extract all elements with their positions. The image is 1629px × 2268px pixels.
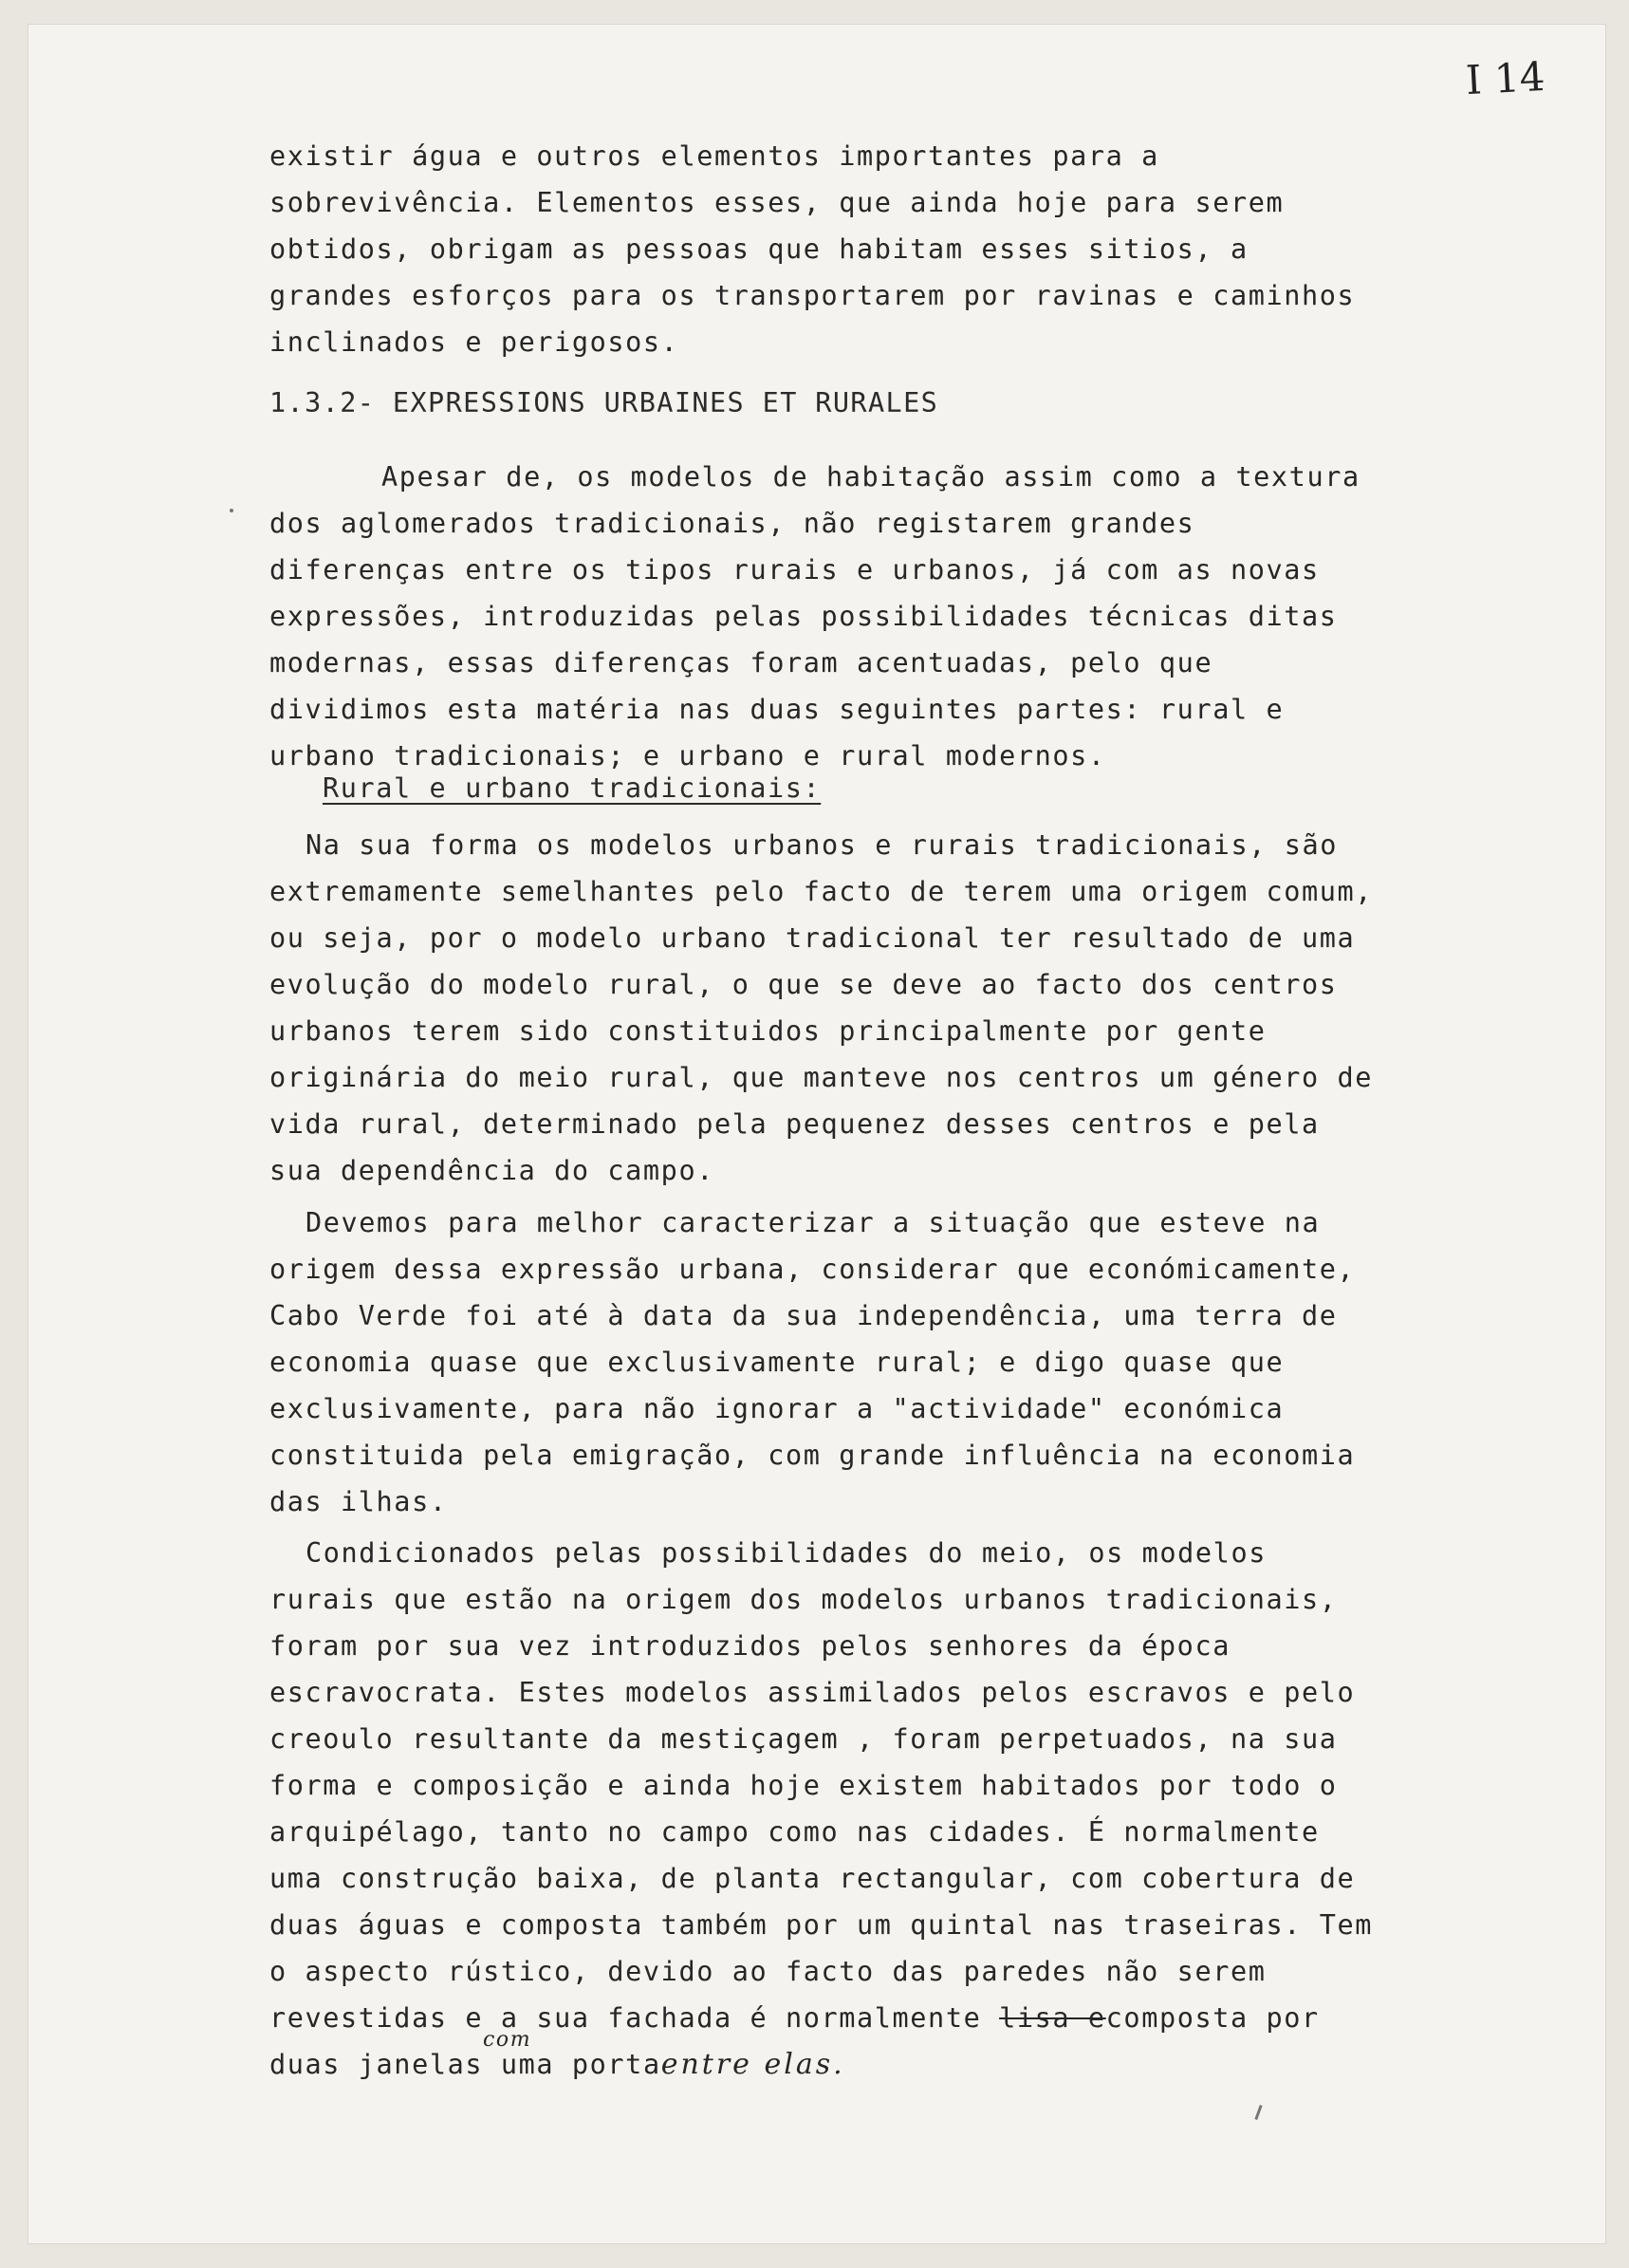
text-line: sobrevivência. Elementos esses, que ainda hoje para serem [269,187,1285,218]
text-line: modernas, essas diferenças foram acentuadas, pelo que [269,647,1213,679]
text-line: Apesar de, os modelos de habitação assim como a textura [381,461,1361,493]
page-number: I 14 [1464,52,1546,104]
text-line: extremamente semelhantes pelo facto de terem uma origem comum, [269,876,1374,907]
text-line: uma construção baixa, de planta rectangular, com cobertura de [269,1863,1356,1894]
text-line: urbanos terem sido constituidos principalmente por gente [269,1015,1267,1047]
struck-text: lisa e [999,2002,1106,2034]
text-line: constituida pela emigração, com grande influência na economia [269,1440,1356,1471]
text-line: dos aglomerados tradicionais, não registarem grandes [269,508,1195,539]
text-line: Condicionados pelas possibilidades do meio, os modelos [305,1537,1267,1569]
text-line: creoulo resultante da mestiçagem , foram perpetuados, na sua [269,1723,1338,1755]
handwritten-insertion: com [483,2028,532,2052]
text-line: foram por sua vez introduzidos pelos senhores da época [269,1630,1231,1662]
text-line: rurais que estão na origem dos modelos urbanos tradicionais, [269,1584,1338,1615]
text-line: exclusivamente, para não ignorar a "actividade" económica [269,1393,1285,1424]
text-line: vida rural, determinado pela pequenez desses centros e pela [269,1108,1320,1140]
text-line-with-correction [269,1995,1452,2041]
text-line: arquipélago, tanto no campo como nas cidades. É normalmente [269,1816,1320,1848]
text-line: das ilhas. [269,1486,448,1517]
text-line: dividimos esta matéria nas duas seguintes partes: rural e [269,694,1285,725]
text-line: o aspecto rústico, devido ao facto das paredes não serem [269,1956,1267,1987]
text-line: duas águas e composta também por um quintal nas traseiras. Tem [269,1909,1374,1941]
text-line: evolução do modelo rural, o que se deve ao facto dos centros [269,969,1338,1000]
paragraph-apesar [269,454,1452,779]
text-line: Cabo Verde foi até à data da sua independência, uma terra de [269,1300,1338,1331]
subheading: Rural e urbano tradicionais: [323,772,822,804]
line-text: duas janelas [269,2049,501,2080]
stray-mark [230,509,233,512]
paragraph-na-sua [269,822,1452,1194]
text-line: urbano tradicionais; e urbano e rural modernos. [269,740,1106,771]
line-text: uma porta [500,2049,661,2080]
text-line: originária do meio rural, que manteve nos centros um género de [269,1062,1374,1093]
text-line: forma e composição e ainda hoje existem habitados por todo o [269,1770,1338,1801]
text-line: origem dessa expressão urbana, considerar que económicamente, [269,1254,1356,1285]
handwritten-note: entre elas. [660,2048,845,2081]
intro-paragraph [269,133,1452,365]
line-text: revestidas e a sua fachada é normalmente [269,2002,1000,2034]
text-line: escravocrata. Estes modelos assimilados pelos escravos e pelo [269,1677,1356,1708]
text-line: expressões, introduzidas pelas possibilidades técnicas ditas [269,601,1338,632]
text-line: diferenças entre os tipos rurais e urbanos, já com as novas [269,554,1320,586]
text-line-with-handwriting [269,2028,1452,2088]
text-line: sua dependência do campo. [269,1155,714,1186]
text-line: obtidos, obrigam as pessoas que habitam esses sitios, a [269,233,1249,265]
section-heading: 1.3.2- EXPRESSIONS URBAINES ET RURALES [269,387,939,418]
text-line: inclinados e perigosos. [269,326,679,358]
text-line: ou seja, por o modelo urbano tradicional ter resultado de uma [269,922,1356,954]
text-line: economia quase que exclusivamente rural; e digo quase que [269,1347,1285,1378]
paragraph-devemos [269,1199,1452,1525]
text-line: existir água e outros elementos importantes para a [269,140,1159,172]
text-line: Devemos para melhor caracterizar a situação que esteve na [305,1207,1321,1238]
text-line: grandes esforços para os transportarem por ravinas e caminhos [269,280,1356,311]
paragraph-condicionados [269,1530,1452,2088]
text-line: Na sua forma os modelos urbanos e rurais tradicionais, são [305,829,1338,861]
line-text: composta por [1105,2002,1320,2034]
